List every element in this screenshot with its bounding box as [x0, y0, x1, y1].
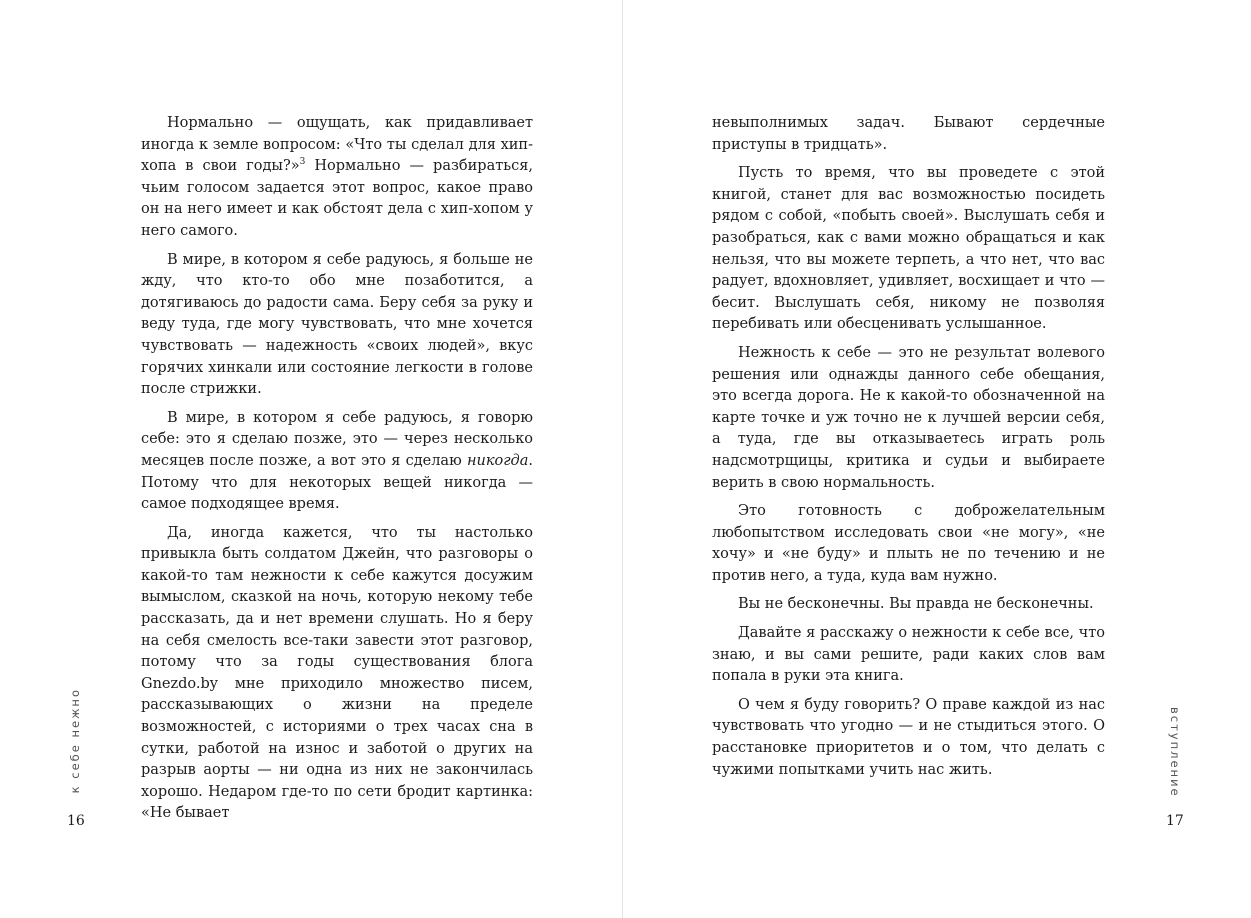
paragraph: Это готовность с доброжелательным любопытством исследовать свои «не могу», «не хочу» и «не буду» и плыть не по течению и не против него, а туда, куда вам нужно. [712, 503, 1105, 584]
emphasis-text: никогда [466, 452, 529, 469]
paragraph-text: Нормально — разбираться, чьим голосом задается этот вопрос, какое право он на него имеет и как обстоят дела с хип-хопом у него самого. [141, 158, 534, 239]
paragraph: В мире, в котором я себе радуюсь, я больше не жду, что кто-то обо мне позаботится, а дотягиваюсь до радости сама. Беру себя за руку и веду туда, где могу чувствовать, что мне хочется чувствовать — надежность «своих людей», вкус горячих хинкали или состояние легкости в голове после стрижки. [141, 251, 533, 398]
paragraph: Нежность к себе — это не результат волевого решения или однажды данного себе обещания, это всегда дорога. Не к какой-то обозначенной на карте точке и уж точно не к лучшей версии себя, а туда, где вы отказываетесь играть роль надсмотрщицы, критика и судьи и выбираете верить в свою нормальность. [712, 344, 1105, 491]
left-page [0, 0, 622, 918]
paragraph-text: В мире, в котором я себе радуюсь, я говорю себе: это я сделаю позже, это — через несколько месяцев после позже, а вот это я сделаю [141, 409, 533, 469]
paragraph: О чем я буду говорить? О праве каждой из нас чувствовать что угодно — и не стыдиться этого. О расстановке приоритетов и о том, что делать с чужими попытками учить нас жить. [712, 696, 1105, 778]
paragraph-text: Нормально — ощущать, как придавливает иногда к земле вопросом: «Что ты сделал для хип-хопа в свои годы?» [141, 115, 533, 175]
paragraph [141, 408, 533, 516]
footnote-marker[interactable]: 3 [299, 157, 306, 168]
paragraph: Да, иногда кажется, что ты настолько привыкла быть солдатом Джейн, что разговоры о какой-то там нежности к себе кажутся досужим вымыслом, сказкой на ночь, которую некому тебе рассказать, да и нет времени слушать. Но я беру на себя смелость все-таки завести этот разговор, потому что за годы существования блога Gnezdo.by мне приходило множество писем, рассказывающих о жизни на пределе возможностей, с историями о трех часах сна в сутки, работой на износ и заботой о других на разрыв аорты — ни одна из них не закончилась хорошо. Недаром где-то по сети бродит картинка: «Не бывает [141, 524, 533, 822]
running-head-book-title: к себе нежно [68, 688, 82, 794]
left-page-text [141, 113, 533, 832]
paragraph [141, 113, 533, 243]
right-page-text [712, 113, 1105, 788]
paragraph-continued: невыполнимых задач. Бывают сердечные приступы в тридцать». [712, 115, 1105, 153]
paragraph: Вы не бесконечны. Вы правда не бесконечны. [738, 596, 1094, 613]
paragraph: Давайте я расскажу о нежности к себе все, что знаю, и вы сами решите, ради каких слов вам попала в руки эта книга. [712, 625, 1105, 685]
right-page [623, 0, 1251, 918]
page-number: 17 [1166, 813, 1184, 829]
page-number: 16 [67, 813, 85, 829]
running-head-chapter-title: вступление [1168, 707, 1182, 798]
paragraph: Пусть то время, что вы проведете с этой книгой, станет для вас возможностью посидеть рядом с собой, «побыть своей». Выслушать себя и разобраться, как с вами можно обращаться и как нельзя, что вы можете терпеть, а что нет, что вас радует, вдохновляет, удивляет, восхищает и что — бесит. Выслушать себя, никому не позволяя перебивать или обесценивать услышанное. [712, 165, 1105, 333]
paragraph-text: . Потому что для некоторых вещей никогда — самое подходящее время. [141, 452, 533, 513]
